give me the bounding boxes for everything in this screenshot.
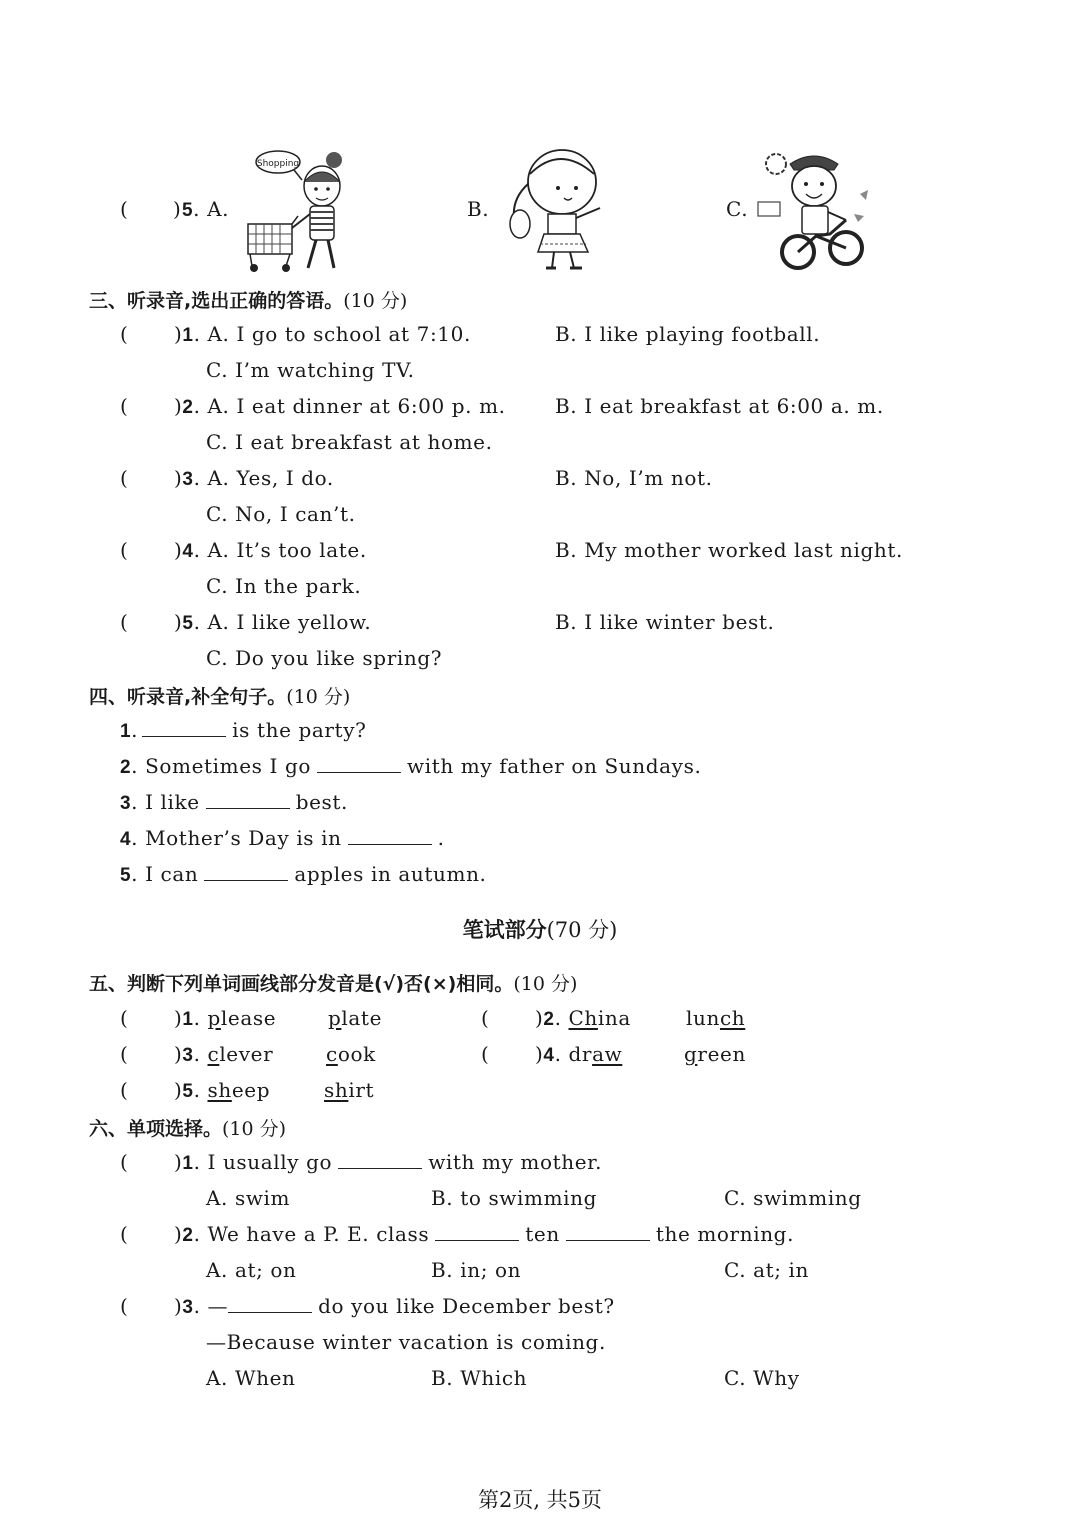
fill-blank[interactable] bbox=[206, 790, 290, 809]
option-b-label: B. bbox=[467, 197, 490, 221]
section4-heading: 四、听录音,补全句子。(10 分) bbox=[89, 686, 351, 708]
section6-heading: 六、单项选择。(10 分) bbox=[89, 1118, 287, 1140]
s5-q1-word1: )1. please bbox=[174, 1006, 277, 1030]
s5-q3-word2: cook bbox=[326, 1042, 376, 1066]
answer-paren-open: ( bbox=[120, 197, 128, 221]
answer-paren: ( bbox=[120, 466, 128, 490]
s6-q3-option-a: A. When bbox=[206, 1366, 296, 1390]
s6-q3-option-b: B. Which bbox=[431, 1366, 528, 1390]
s3-q5-option-a: )5. A. I like yellow. bbox=[174, 610, 372, 634]
s6-q2-stem: )2. We have a P. E. class ten the morning. bbox=[174, 1222, 795, 1246]
s5-q1-word2: plate bbox=[328, 1006, 382, 1030]
fill-blank[interactable] bbox=[204, 862, 288, 881]
s5-q4-word1: )4. draw bbox=[535, 1042, 623, 1066]
s6-q2-option-c: C. at; in bbox=[724, 1258, 810, 1282]
answer-paren: ( bbox=[120, 1042, 128, 1066]
s3-q1-option-c: C. I’m watching TV. bbox=[206, 358, 415, 382]
s6-q1-option-b: B. to swimming bbox=[431, 1186, 598, 1210]
s3-q4-option-c: C. In the park. bbox=[206, 574, 362, 598]
fill-blank[interactable] bbox=[566, 1222, 650, 1241]
s4-sentence-4: 4. Mother’s Day is in . bbox=[120, 826, 445, 850]
answer-paren: ( bbox=[120, 322, 128, 346]
s3-q5-option-c: C. Do you like spring? bbox=[206, 646, 443, 670]
answer-paren: ( bbox=[120, 1150, 128, 1174]
s5-q2-word1: )2. China bbox=[535, 1006, 631, 1030]
s6-q1-option-a: A. swim bbox=[206, 1186, 291, 1210]
speech-bubble-text: Shopping bbox=[256, 159, 300, 169]
fill-blank[interactable] bbox=[142, 718, 226, 737]
fill-blank[interactable] bbox=[338, 1150, 422, 1169]
s4-sentence-3: 3. I like best. bbox=[120, 790, 348, 814]
answer-paren: ( bbox=[120, 394, 128, 418]
s5-q2-word2: lunch bbox=[686, 1006, 746, 1030]
answer-paren: ( bbox=[120, 1222, 128, 1246]
written-part-heading: 笔试部分(70 分) bbox=[462, 918, 618, 942]
s3-q4-option-b: B. My mother worked last night. bbox=[555, 538, 903, 562]
s6-q1-stem: )1. I usually go with my mother. bbox=[174, 1150, 603, 1174]
answer-paren: ( bbox=[481, 1042, 489, 1066]
s6-q3-option-c: C. Why bbox=[724, 1366, 800, 1390]
cycling-boy-picture bbox=[750, 144, 880, 274]
page-footer: 第2页, 共5页 bbox=[477, 1488, 603, 1512]
s4-sentence-5: 5. I can apples in autumn. bbox=[120, 862, 487, 886]
s3-q3-option-b: B. No, I’m not. bbox=[555, 466, 713, 490]
s6-q2-option-b: B. in; on bbox=[431, 1258, 522, 1282]
fill-blank[interactable] bbox=[317, 754, 401, 773]
answer-paren: ( bbox=[481, 1006, 489, 1030]
s5-q3-word1: )3. clever bbox=[174, 1042, 274, 1066]
s4-sentence-1: 1. is the party? bbox=[120, 718, 367, 742]
s3-q2-option-b: B. I eat breakfast at 6:00 a. m. bbox=[555, 394, 884, 418]
walking-girl-picture bbox=[500, 144, 610, 272]
fill-blank[interactable] bbox=[435, 1222, 519, 1241]
fill-blank[interactable] bbox=[348, 826, 432, 845]
s3-q3-option-a: )3. A. Yes, I do. bbox=[174, 466, 334, 490]
s5-q5-word2: shirt bbox=[324, 1078, 375, 1102]
fill-blank[interactable] bbox=[228, 1294, 312, 1313]
answer-paren: ( bbox=[120, 1294, 128, 1318]
option-c-label: C. bbox=[726, 197, 749, 221]
s3-q4-option-a: )4. A. It’s too late. bbox=[174, 538, 367, 562]
s3-q5-option-b: B. I like winter best. bbox=[555, 610, 775, 634]
answer-paren: ( bbox=[120, 1006, 128, 1030]
shopping-girl-picture bbox=[236, 142, 356, 274]
s3-q2-option-c: C. I eat breakfast at home. bbox=[206, 430, 493, 454]
section3-heading: 三、听录音,选出正确的答语。(10 分) bbox=[89, 290, 408, 312]
s6-q3-stem: )3. — do you like December best? bbox=[174, 1294, 615, 1318]
picture-question-number: 5. A. bbox=[182, 197, 230, 221]
answer-paren: ( bbox=[120, 538, 128, 562]
answer-paren: ( bbox=[120, 1078, 128, 1102]
answer-paren-close: ) bbox=[173, 197, 181, 221]
s6-q2-option-a: A. at; on bbox=[206, 1258, 297, 1282]
s5-q4-word2: green bbox=[684, 1042, 746, 1066]
s3-q2-option-a: )2. A. I eat dinner at 6:00 p. m. bbox=[174, 394, 506, 418]
answer-paren: ( bbox=[120, 610, 128, 634]
s6-q1-option-c: C. swimming bbox=[724, 1186, 862, 1210]
s4-sentence-2: 2. Sometimes I go with my father on Sundays. bbox=[120, 754, 702, 778]
s3-q1-option-b: B. I like playing football. bbox=[555, 322, 821, 346]
section5-heading: 五、判断下列单词画线部分发音是(√)否(×)相同。(10 分) bbox=[89, 973, 578, 995]
s6-q3-response: —Because winter vacation is coming. bbox=[206, 1330, 606, 1354]
s3-q1-option-a: )1. A. I go to school at 7:10. bbox=[174, 322, 471, 346]
s3-q3-option-c: C. No, I can’t. bbox=[206, 502, 356, 526]
s5-q5-word1: )5. sheep bbox=[174, 1078, 271, 1102]
